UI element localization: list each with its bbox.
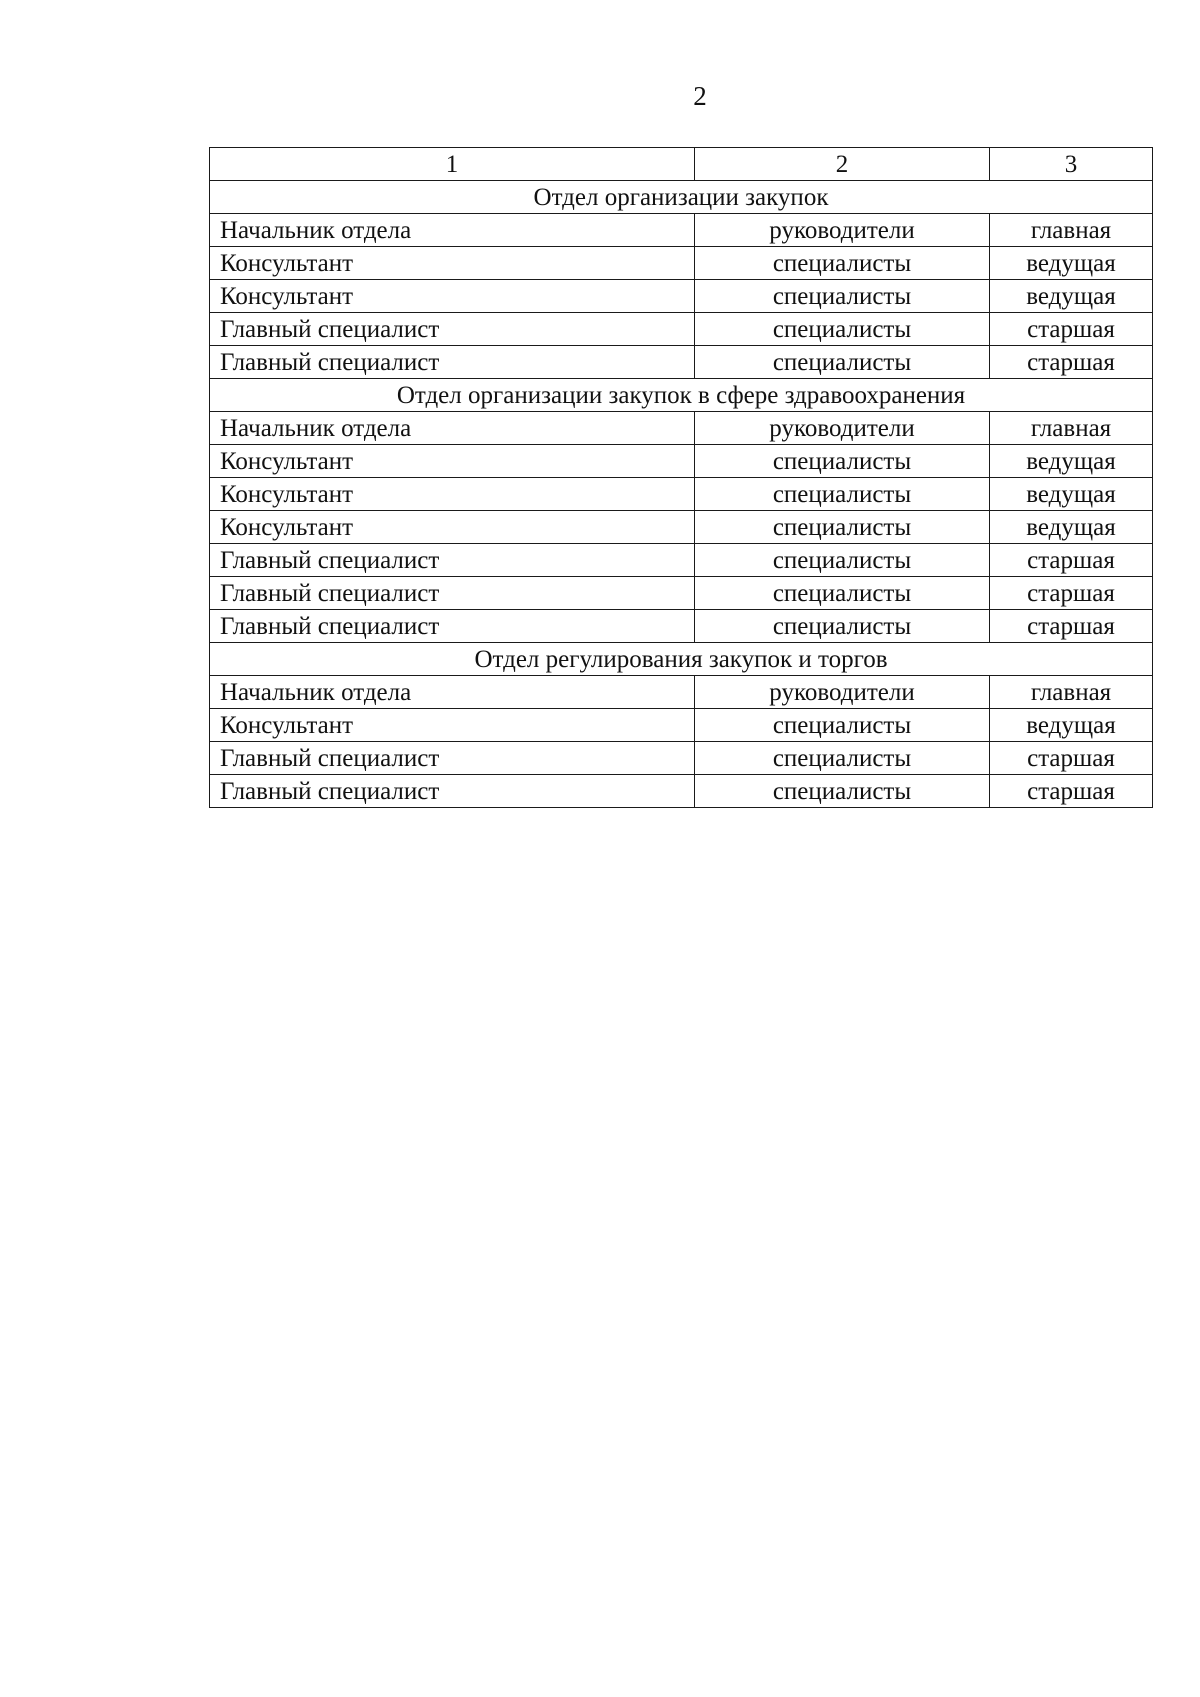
section-header-row — [210, 181, 1153, 214]
table-row — [210, 445, 1153, 478]
group-cell: старшая — [990, 577, 1153, 610]
group-cell: старшая — [990, 346, 1153, 379]
table-body — [210, 148, 1153, 808]
group-cell: ведущая — [990, 445, 1153, 478]
table-row — [210, 742, 1153, 775]
position-cell: Консультант — [210, 478, 695, 511]
category-cell: специалисты — [695, 511, 990, 544]
category-cell: специалисты — [695, 742, 990, 775]
table-row — [210, 214, 1153, 247]
group-cell: главная — [990, 214, 1153, 247]
section-title: Отдел организации закупок в сфере здравоохранения — [210, 379, 1153, 412]
category-cell: специалисты — [695, 775, 990, 808]
staff-positions-table — [209, 147, 1153, 808]
position-cell: Главный специалист — [210, 742, 695, 775]
table-row — [210, 346, 1153, 379]
group-cell: старшая — [990, 775, 1153, 808]
table-row — [210, 511, 1153, 544]
position-cell: Консультант — [210, 511, 695, 544]
table-row — [210, 775, 1153, 808]
table-header-row — [210, 148, 1153, 181]
position-cell: Начальник отдела — [210, 676, 695, 709]
table-row — [210, 676, 1153, 709]
category-cell: специалисты — [695, 313, 990, 346]
table-row — [210, 247, 1153, 280]
category-cell: специалисты — [695, 577, 990, 610]
position-cell: Начальник отдела — [210, 412, 695, 445]
category-cell: специалисты — [695, 280, 990, 313]
position-cell: Главный специалист — [210, 544, 695, 577]
group-cell: главная — [990, 412, 1153, 445]
table-row — [210, 280, 1153, 313]
group-cell: ведущая — [990, 247, 1153, 280]
position-cell: Главный специалист — [210, 610, 695, 643]
table-row — [210, 478, 1153, 511]
table-row — [210, 412, 1153, 445]
position-cell: Главный специалист — [210, 775, 695, 808]
group-cell: старшая — [990, 610, 1153, 643]
section-title: Отдел регулирования закупок и торгов — [210, 643, 1153, 676]
group-cell: ведущая — [990, 478, 1153, 511]
category-cell: специалисты — [695, 346, 990, 379]
group-cell: старшая — [990, 742, 1153, 775]
group-cell: ведущая — [990, 511, 1153, 544]
category-cell: специалисты — [695, 544, 990, 577]
page-number: 2 — [693, 81, 707, 111]
table-row — [210, 544, 1153, 577]
section-title: Отдел организации закупок — [210, 181, 1153, 214]
category-cell: специалисты — [695, 247, 990, 280]
table-row — [210, 709, 1153, 742]
position-cell: Консультант — [210, 280, 695, 313]
group-cell: главная — [990, 676, 1153, 709]
group-cell: старшая — [990, 313, 1153, 346]
position-cell: Главный специалист — [210, 313, 695, 346]
position-cell: Консультант — [210, 709, 695, 742]
category-cell: руководители — [695, 676, 990, 709]
column-number-3: 3 — [990, 148, 1153, 181]
column-number-1: 1 — [210, 148, 695, 181]
position-cell: Главный специалист — [210, 577, 695, 610]
position-cell: Консультант — [210, 247, 695, 280]
section-header-row — [210, 379, 1153, 412]
position-cell: Начальник отдела — [210, 214, 695, 247]
position-cell: Главный специалист — [210, 346, 695, 379]
category-cell: специалисты — [695, 478, 990, 511]
column-number-2: 2 — [695, 148, 990, 181]
table-row — [210, 313, 1153, 346]
category-cell: специалисты — [695, 709, 990, 742]
group-cell: ведущая — [990, 709, 1153, 742]
section-header-row — [210, 643, 1153, 676]
category-cell: специалисты — [695, 610, 990, 643]
position-cell: Консультант — [210, 445, 695, 478]
table-row — [210, 577, 1153, 610]
table-row — [210, 610, 1153, 643]
category-cell: руководители — [695, 214, 990, 247]
group-cell: старшая — [990, 544, 1153, 577]
category-cell: руководители — [695, 412, 990, 445]
group-cell: ведущая — [990, 280, 1153, 313]
category-cell: специалисты — [695, 445, 990, 478]
